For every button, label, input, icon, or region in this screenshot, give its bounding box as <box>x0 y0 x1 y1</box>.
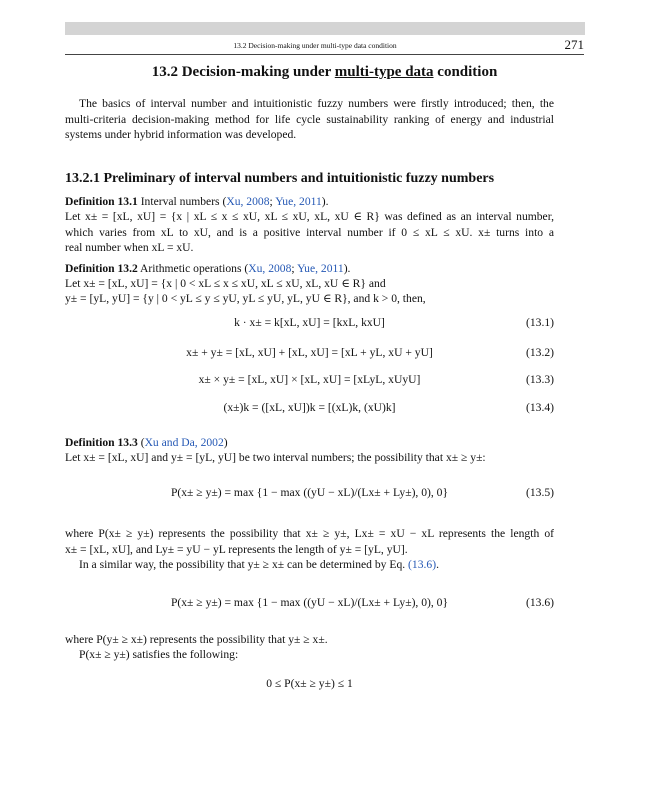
def1-line1: Let x± = [xL, xU] = {x | xL ≤ x ≤ xU, xL ≤ xU, xL, xU ∈ R} was defined as an interval number, <box>65 210 554 223</box>
def2-sep: ; <box>291 262 298 275</box>
def2-close: ). <box>343 262 351 275</box>
after5-line3-text: In a similar way, the possibility that y± ≥ x± can be determined by Eq. <box>79 558 409 571</box>
eq-13-6-ref[interactable]: (13.6) <box>408 558 437 571</box>
section-title-underlined: multi-type data <box>334 64 434 80</box>
def2-line2: y± = [yL, yU] = {y | 0 < yL ≤ y ≤ yU, yL ≤ yU, yL, yU ∈ R}, and k > 0, then, <box>65 292 426 305</box>
def1-label: Definition 13.1 <box>65 195 138 208</box>
def1-heading <box>65 195 329 209</box>
def2-heading <box>65 262 350 276</box>
header-rule <box>65 54 584 55</box>
after6-line2: P(x± ≥ y±) satisfies the following: <box>79 648 239 661</box>
def1-line2: which varies from xL to xU, and is a positive interval number if 0 ≤ xL ≤ xU. x± turns into a <box>65 226 554 239</box>
subsection-title: 13.2.1 Preliminary of interval numbers and intuitionistic fuzzy numbers <box>65 171 495 186</box>
section-title-start: Decision-making under <box>181 64 335 80</box>
after5-line2: x± = [xL, xU], and Ly± = yU − yL represents the length of y± = [yL, yU]. <box>65 543 408 556</box>
equation-13-1-number: (13.1) <box>525 316 554 329</box>
intro-paragraph <box>65 96 554 143</box>
def2-cite-b[interactable]: Yue, 2011 <box>297 262 344 275</box>
equation-13-6 <box>65 593 554 613</box>
def1-cite-a[interactable]: Xu, 2008 <box>226 195 270 208</box>
page-number: 271 <box>564 37 584 52</box>
def1-close: ). <box>321 195 329 208</box>
def2-name: Arithmetic operations ( <box>137 262 249 275</box>
equation-inequality-body: 0 ≤ P(x± ≥ y±) ≤ 1 <box>266 677 353 690</box>
equation-13-4-number: (13.4) <box>525 401 554 414</box>
def3-open: ( <box>137 436 145 449</box>
def2-cite-a[interactable]: Xu, 2008 <box>248 262 292 275</box>
equation-inequality <box>65 674 554 694</box>
equation-13-2 <box>65 343 554 363</box>
section-number: 13.2 <box>151 64 178 80</box>
equation-13-3 <box>65 370 554 390</box>
def1-name: Interval numbers ( <box>137 195 227 208</box>
section-title <box>65 64 584 81</box>
equation-13-3-number: (13.3) <box>525 373 554 386</box>
def2-label: Definition 13.2 <box>65 262 138 275</box>
equation-13-5-number: (13.5) <box>525 486 554 499</box>
section-title-end: condition <box>433 64 498 80</box>
equation-13-5 <box>65 483 554 503</box>
def2-line1: Let x± = [xL, xU] = {x | 0 < xL ≤ x ≤ xU, xL ≤ xU, xL, xU ∈ R} and <box>65 277 386 290</box>
equation-13-4 <box>65 398 554 418</box>
header-bar <box>65 22 585 35</box>
after6-line1: where P(y± ≥ x±) represents the possibility that y± ≥ x±. <box>65 633 328 646</box>
equation-13-1 <box>65 313 554 333</box>
equation-13-2-body: x± + y± = [xL, xU] + [xL, xU] = [xL + yL, xU + yU] <box>186 346 433 359</box>
equation-13-4-body: (x±)k = ([xL, xU])k = [(xL)k, (xU)k] <box>223 401 396 414</box>
equation-13-1-body: k · x± = k[xL, xU] = [kxL, kxU] <box>234 316 385 329</box>
def3-line1: Let x± = [xL, xU] and y± = [yL, yU] be two interval numbers; the possibility that x± ≥ y±: <box>65 451 486 464</box>
equation-13-6-body: P(x± ≥ y±) = max {1 − max ((yU − xL)/(Lx± + Ly±), 0), 0} <box>170 596 449 609</box>
def1-line3: real number when xL = xU. <box>65 241 194 254</box>
after5-line3-end: . <box>436 558 439 571</box>
def3-cite[interactable]: Xu and Da, 2002 <box>144 436 224 449</box>
def3-label: Definition 13.3 <box>65 436 138 449</box>
def3-heading <box>65 436 228 450</box>
after5-line1: where P(x± ≥ y±) represents the possibility that x± ≥ y±, Lx± = xU − xL represents the length of <box>65 527 554 540</box>
equation-13-3-body: x± × y± = [xL, xU] × [xL, xU] = [xLyL, xUyU] <box>198 373 421 386</box>
def1-cite-b[interactable]: Yue, 2011 <box>275 195 322 208</box>
def1-sep: ; <box>269 195 276 208</box>
equation-13-2-number: (13.2) <box>525 346 554 359</box>
after5-line3 <box>79 558 439 572</box>
running-title: 13.2 Decision-making under multi-type data condition <box>233 41 397 50</box>
def3-close: ) <box>223 436 228 449</box>
equation-13-5-body: P(x± ≥ y±) = max {1 − max ((yU − xL)/(Lx± + Ly±), 0), 0} <box>170 486 449 499</box>
intro-text: The basics of interval number and intuitionistic fuzzy numbers were firstly introduced; then, the multi-criteria decision-making method for life cycle sustainability ranking of energy and industrial systems under hybrid information was developed. <box>65 97 554 141</box>
equation-13-6-number: (13.6) <box>525 596 554 609</box>
